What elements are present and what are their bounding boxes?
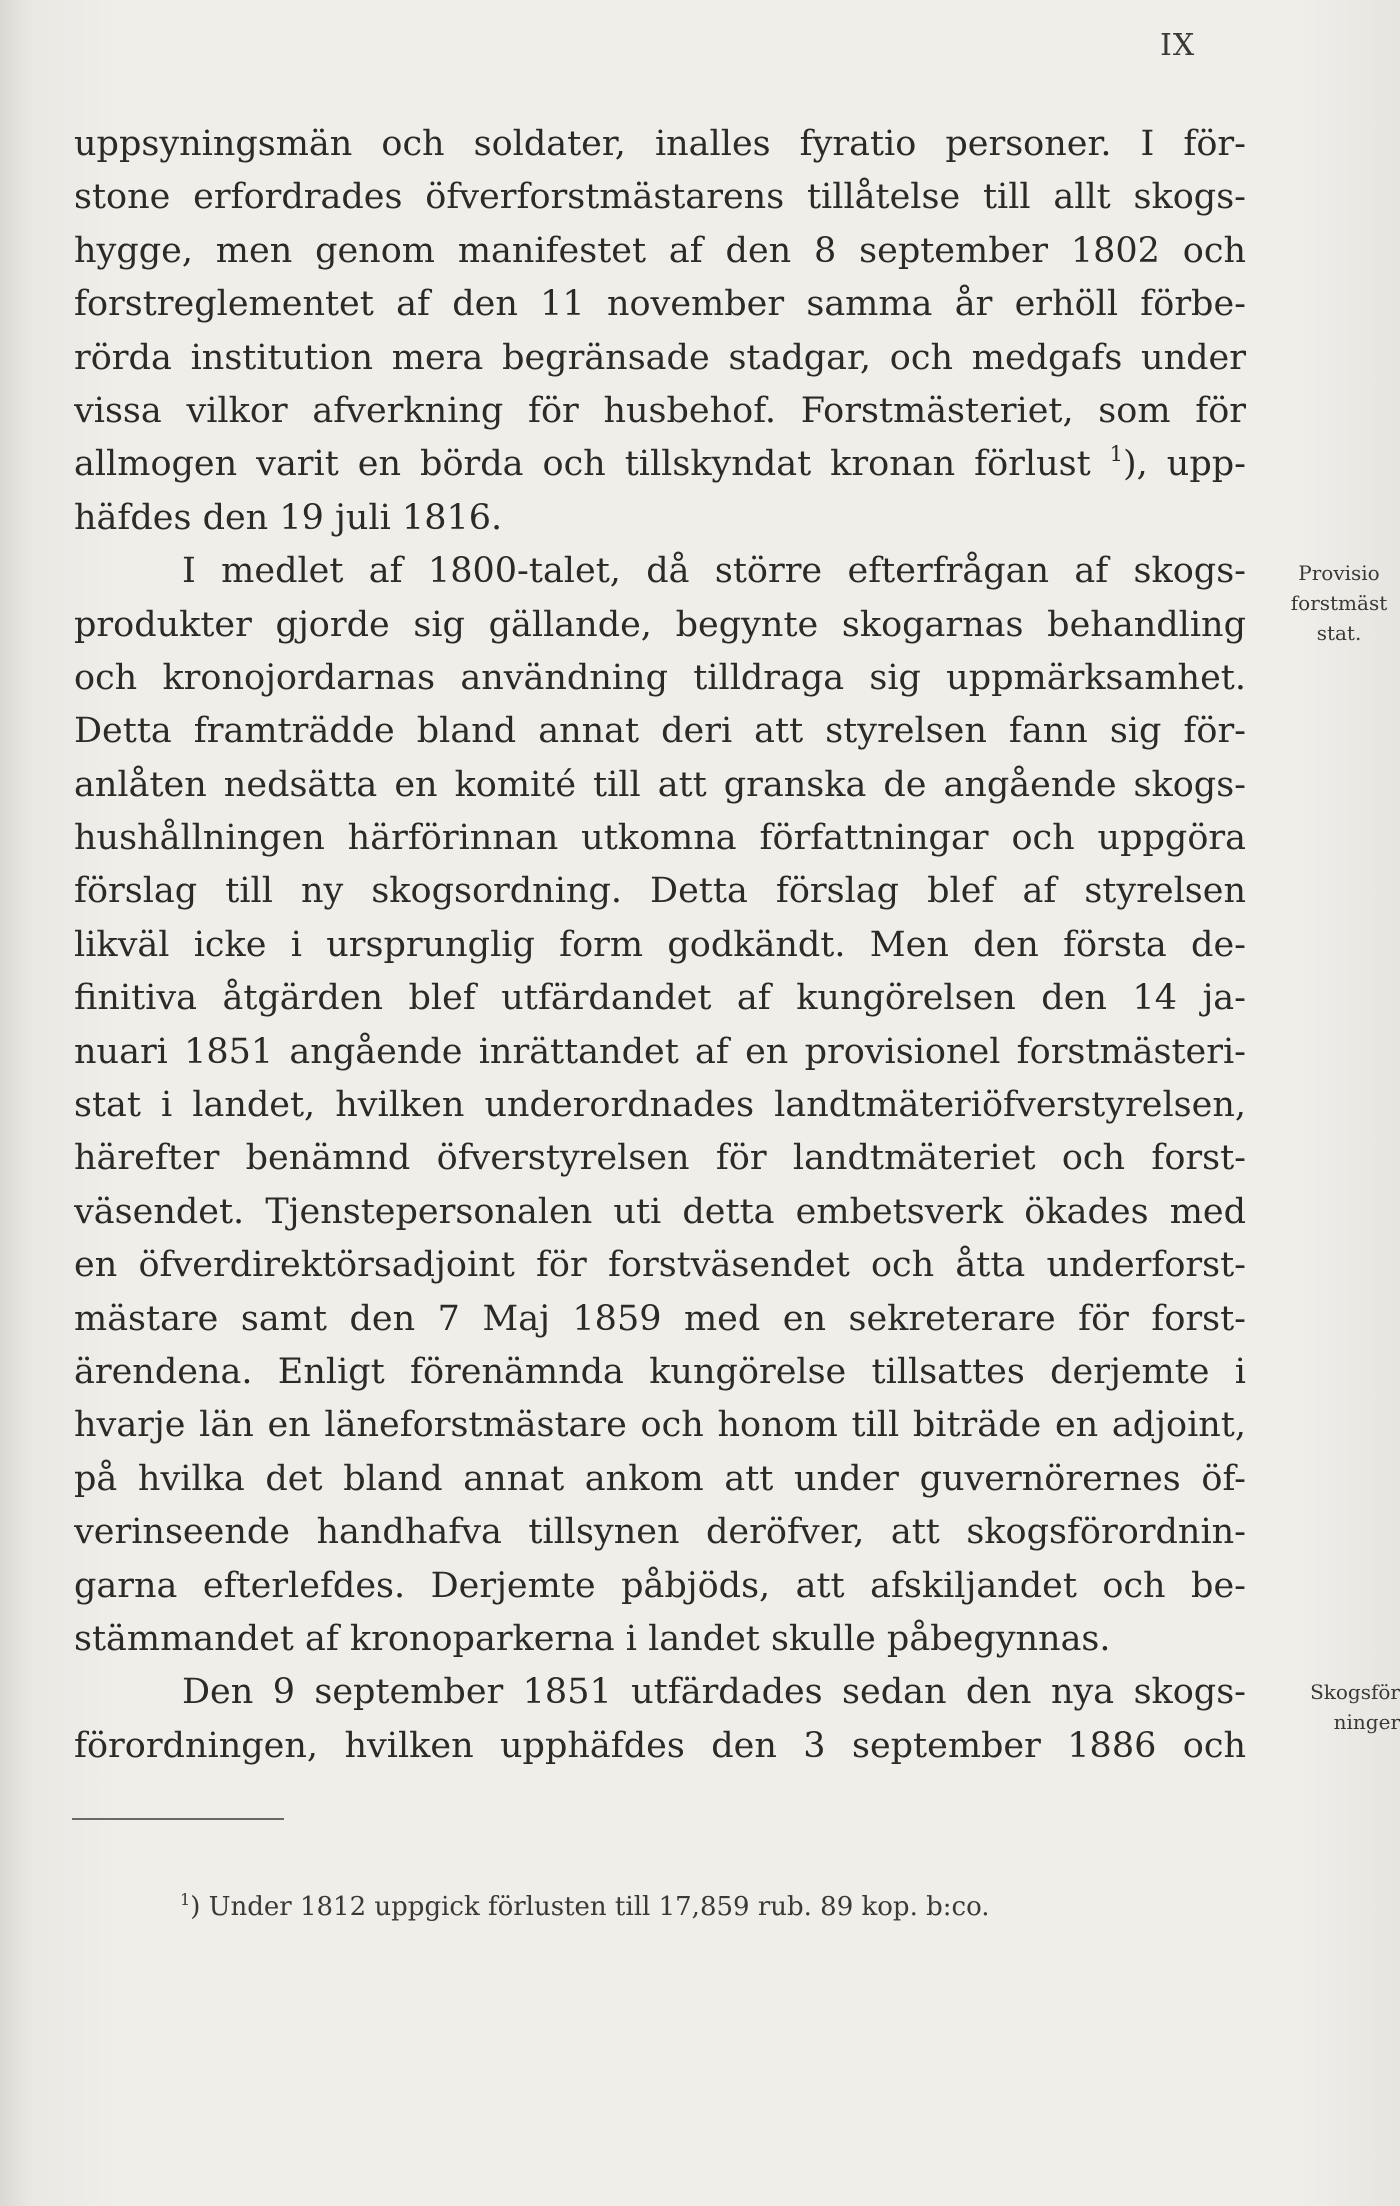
text-line: garna efterlefdes. Derjemte påbjöds, att afskiljandet och be- xyxy=(74,1565,1246,1606)
text-line: produkter gjorde sig gällande, begynte skogarnas behandling xyxy=(74,604,1246,645)
margin-note-line: Skogsför xyxy=(1310,1680,1400,1704)
text-line: hygge, men genom manifestet af den 8 september 1802 och xyxy=(74,230,1246,271)
footnote-marker: 1 xyxy=(180,1890,191,1909)
text-line: likväl icke i ursprunglig form godkändt. Men den första de- xyxy=(74,924,1246,965)
body-text xyxy=(74,118,1246,1773)
paragraph-start-line: Den 9 september 1851 utfärdades sedan den nya skogs- xyxy=(182,1672,1246,1713)
text-line: stone erfordrades öfverforstmästarens tillåtelse till allt skogs- xyxy=(74,177,1246,218)
footnote-divider xyxy=(72,1818,284,1820)
text-line: härefter benämnd öfverstyrelsen för landtmäteriet och forst- xyxy=(74,1138,1246,1179)
text-line-start: allmogen varit en börda och tillskyndat kronan förlust xyxy=(74,444,1091,485)
text-line: väsendet. Tjenstepersonalen uti detta embetsverk ökades med xyxy=(74,1191,1246,1232)
text-line: förslag till ny skogsordning. Detta förslag blef af styrelsen xyxy=(74,871,1246,912)
margin-note-line: stat. xyxy=(1316,621,1362,645)
text-line: hushållningen härförinnan utkomna författningar och uppgöra xyxy=(74,818,1246,859)
footnote xyxy=(180,1892,990,1922)
margin-note-skogsforordningar xyxy=(1266,1677,1400,1737)
text-line: ärendena. Enligt förenämnda kungörelse tillsattes derjemte i xyxy=(74,1351,1246,1392)
text-line: finitiva åtgärden blef utfärdandet af kungörelsen den 14 ja- xyxy=(74,978,1246,1019)
text-line: verinseende handhafva tillsynen deröfver, att skogsförordnin- xyxy=(74,1512,1246,1553)
margin-note-line: Provisio xyxy=(1298,561,1380,585)
text-line: rörda institution mera begränsade stadgar, och medgafs under xyxy=(74,337,1246,378)
margin-note-provisio xyxy=(1278,558,1400,648)
text-line: förordningen, hvilken upphäfdes den 3 september 1886 och xyxy=(74,1725,1246,1766)
text-line: nuari 1851 angående inrättandet af en provisionel forstmästeri- xyxy=(74,1031,1246,1072)
text-line: uppsyningsmän och soldater, inalles fyratio personer. I för- xyxy=(74,124,1246,164)
footnote-reference: 1 xyxy=(1109,442,1124,467)
margin-note-line: ninger xyxy=(1333,1710,1400,1734)
text-line: anlåten nedsätta en komité till att granska de angående skogs- xyxy=(74,764,1246,805)
page-number: IX xyxy=(1160,28,1196,63)
text-line: stat i landet, hvilken underordnades landtmäteriöfverstyrelsen, xyxy=(74,1085,1246,1126)
text-line: en öfverdirektörsadjoint för forstväsendet och åtta underforst- xyxy=(74,1245,1246,1286)
text-line-with-footnote xyxy=(74,438,1246,491)
text-line: och kronojordarnas användning tilldraga sig uppmärksamhet. xyxy=(74,657,1246,698)
text-line: Detta framträdde bland annat deri att styrelsen fann sig för- xyxy=(74,711,1246,752)
paragraph-start-line: I medlet af 1800-talet, då större efterfrågan af skogs- xyxy=(182,551,1246,592)
text-line-end: ), upp- xyxy=(1123,444,1246,485)
footnote-text: ) Under 1812 uppgick förlusten till 17,859 rub. 89 kop. b:co. xyxy=(190,1892,990,1922)
margin-note-line: forstmäst xyxy=(1290,591,1388,615)
text-line: mästare samt den 7 Maj 1859 med en sekreterare för forst- xyxy=(74,1298,1246,1339)
text-line: vissa vilkor afverkning för husbehof. Forstmästeriet, som för xyxy=(74,390,1246,431)
text-line: hvarje län en läneforstmästare och honom till biträde en adjoint, xyxy=(74,1405,1246,1446)
text-line: forstreglementet af den 11 november samma år erhöll förbe- xyxy=(74,284,1246,325)
text-line: stämmandet af kronoparkerna i landet skulle påbegynnas. xyxy=(74,1618,1111,1659)
text-line: på hvilka det bland annat ankom att under guvernörernes öf- xyxy=(74,1458,1246,1499)
text-line: häfdes den 19 juli 1816. xyxy=(74,497,503,538)
